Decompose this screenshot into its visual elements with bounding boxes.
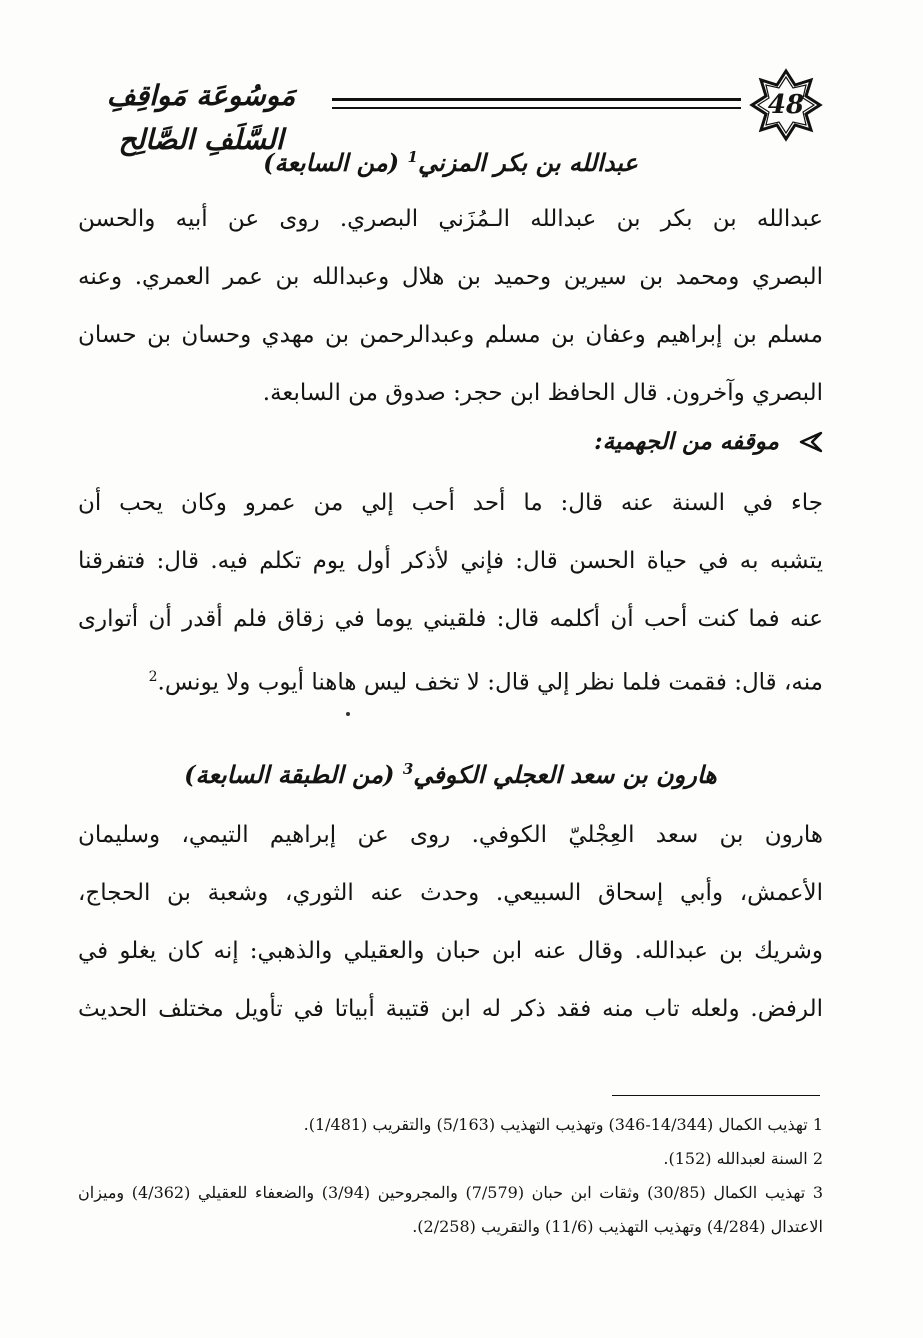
- page-number-badge: [749, 68, 823, 142]
- footnote-separator: [612, 1095, 820, 1096]
- footnotes: [78, 1108, 823, 1244]
- footnote-ref-3: 3: [402, 760, 414, 778]
- quote-paragraph: [78, 474, 823, 706]
- text-line: يتشبه به في حياة الحسن قال: فإني لأذكر أول يوم تكلم فيه. قال: فتفرقنا: [78, 548, 823, 574]
- footnote-2: 2 السنة لعبدالله (152).: [663, 1149, 823, 1168]
- heading-name: عبدالله بن بكر المزني: [417, 148, 638, 177]
- heading-rank: (من السابعة): [263, 148, 400, 177]
- series-title: مَوسُوعَة مَواقِفِ السَّلَفِ الصَّالِح: [106, 79, 296, 156]
- text-line: عبدالله بن بكر بن عبدالله الـمُزَني البصري. روى عن أبيه والحسن: [78, 206, 823, 232]
- heading-rank: (من الطبقة السابعة): [184, 760, 395, 789]
- header-rule-thin: [332, 108, 741, 109]
- section-1-paragraph: [78, 190, 823, 422]
- subheading-text: موقفه من الجهمية:: [594, 428, 779, 455]
- arrowhead-bullet-icon: [797, 431, 823, 453]
- text-line: الرفض. ولعله تاب منه فقد ذكر له ابن قتيبة أبياتا في تأويل مختلف الحديث: [78, 996, 823, 1022]
- text-line: جاء في السنة عنه قال: ما أحد أحب إلي من عمرو وكان يحب أن: [78, 490, 823, 516]
- footnote-1: 1 تهذيب الكمال (14/344-346) وتهذيب التهذيب (5/163) والتقريب (1/481).: [303, 1115, 823, 1134]
- page-number: 48: [767, 90, 805, 120]
- text-line: وشريك بن عبدالله. وقال عنه ابن حبان والعقيلي والذهبي: إنه كان يغلو في: [78, 938, 823, 964]
- text-line: عنه فما كنت أحب أن أكلمه قال: فلقيني يوما في زقاق فلم أقدر أن أتوارى: [78, 606, 823, 632]
- text-line: مسلم بن إبراهيم وعفان بن مسلم وعبدالرحمن بن مهدي وحسان بن حسان: [78, 322, 823, 348]
- section-1-heading: [78, 148, 823, 177]
- section-2-heading: [78, 760, 823, 789]
- biography-heading: [78, 148, 823, 177]
- footnote-3-continued: الاعتدال (4/284) وتهذيب التهذيب (11/6) والتقريب (2/258).: [412, 1217, 823, 1236]
- position-subheading: [78, 428, 823, 455]
- text-line: هارون بن سعد العِجْليّ الكوفي. روى عن إبراهيم التيمي، وسليمان: [78, 822, 823, 848]
- section-2-paragraph: [78, 806, 823, 1038]
- biography-heading: [78, 760, 823, 789]
- ink-speck: [346, 712, 350, 716]
- text-line: البصري وآخرون. قال الحافظ ابن حجر: صدوق من السابعة.: [262, 380, 823, 406]
- text-line: [78, 648, 823, 706]
- text-line: البصري ومحمد بن سيرين وحميد بن هلال وعبدالله بن عمر العمري. وعنه: [78, 264, 823, 290]
- text-line: الأعمش، وأبي إسحاق السبيعي. وحدث عنه الثوري، وشعبة بن الحجاج،: [78, 880, 823, 906]
- heading-name: هارون بن سعد العجلي الكوفي: [413, 760, 717, 789]
- header-rule: [332, 98, 741, 108]
- footnote-ref-2: 2: [148, 669, 158, 685]
- footnote-ref-1: 1: [407, 148, 418, 166]
- page-header: [70, 68, 823, 156]
- text-line-content: منه، قال: فقمت فلما نظر إلي قال: لا تخف ليس هاهنا أيوب ولا يونس.: [157, 669, 823, 696]
- footnote-3: 3 تهذيب الكمال (30/85) وثقات ابن حبان (7/579) والمجروحين (3/94) والضعفاء للعقيلي (4/362) وميزان: [78, 1183, 824, 1202]
